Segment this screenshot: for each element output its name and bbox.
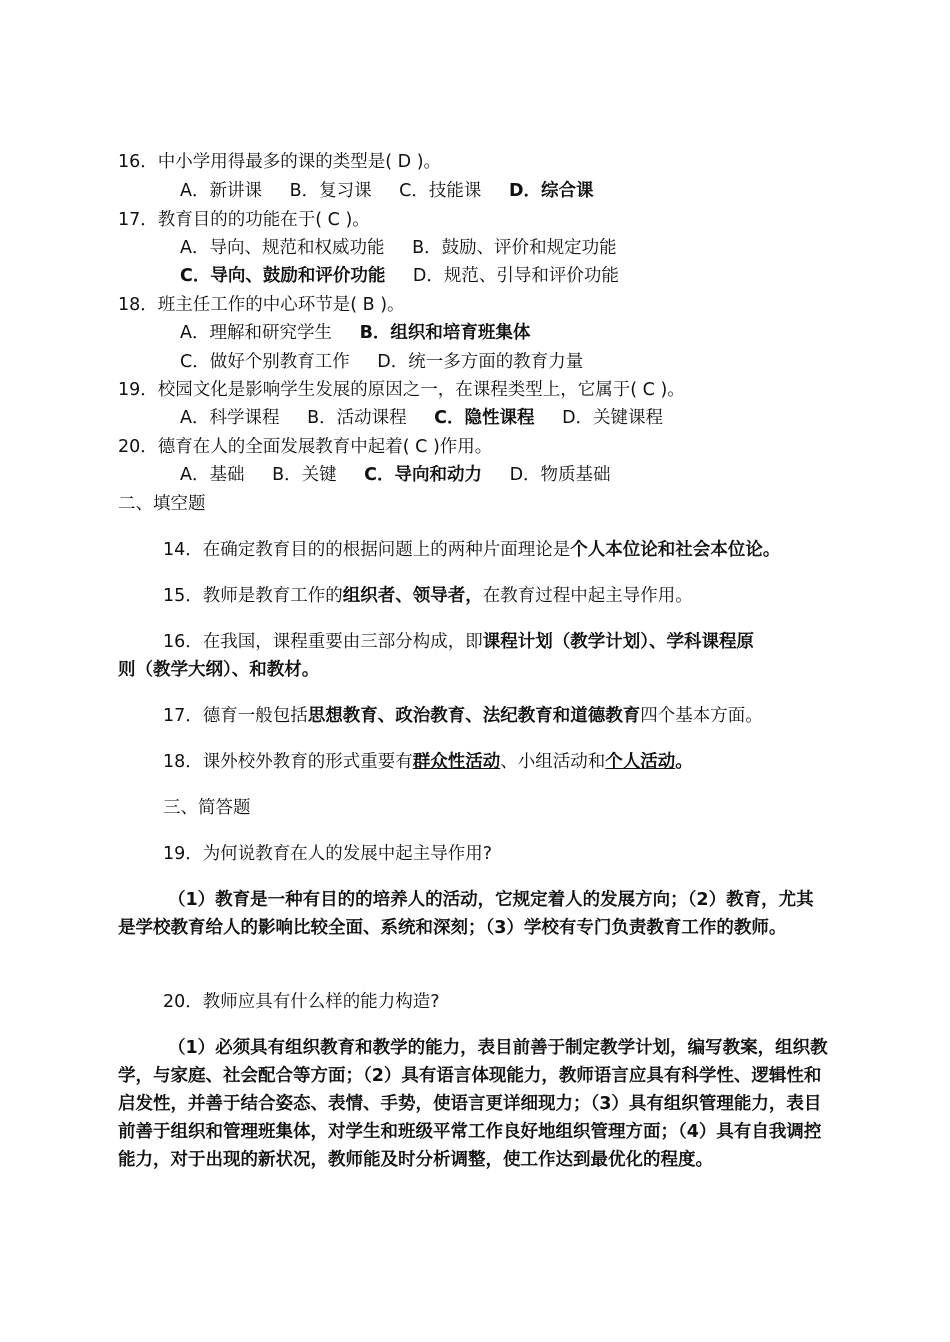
question-text: 16．在我国，课程重要由三部分构成，即 xyxy=(163,632,483,652)
question-text: 18．课外校外教育的形式重要有 xyxy=(163,752,413,772)
question-19: 19．校园文化是影响学生发展的原因之一，在课程类型上，它属于( C )。 xyxy=(118,380,685,400)
option-answer: B．组织和培育班集体 xyxy=(359,323,531,343)
question-20: 20．德育在人的全面发展教育中起着( C )作用。 xyxy=(118,437,493,457)
section-heading-short-answer: 三、简答题 xyxy=(163,798,251,818)
answer-text: 群众性活动 xyxy=(412,752,501,772)
option: A．导向、规范和权威功能 xyxy=(180,238,385,258)
option: A．新讲课 xyxy=(180,181,262,201)
question-17: 17．教育目的的功能在于( C )。 xyxy=(118,210,370,230)
question-text: 四个基本方面。 xyxy=(640,706,763,726)
option: A．科学课程 xyxy=(180,408,280,428)
option: A．理解和研究学生 xyxy=(180,323,332,343)
fill-blank-16-line2: 则（教学大纲）、和教材。 xyxy=(118,660,320,680)
section-heading-fill-blank: 二、填空题 xyxy=(118,494,206,514)
answer-text: 个人活动 xyxy=(605,752,676,772)
answer-text: 课程计划（教学计划）、学科课程原 xyxy=(482,632,755,652)
short-answer-question-19: 19．为何说教育在人的发展中起主导作用? xyxy=(163,844,493,864)
options-20 xyxy=(180,463,611,487)
question-text: 14．在确定教育目的的根据问题上的两种片面理论是 xyxy=(163,540,571,560)
question-text: 17．德育一般包括 xyxy=(163,706,308,726)
options-16 xyxy=(180,179,594,203)
option: B．活动课程 xyxy=(307,408,407,428)
question-16: 16．中小学用得最多的课的类型是( D )。 xyxy=(118,152,442,172)
option: C．技能课 xyxy=(399,181,482,201)
answer-text: 组织者、领导者， xyxy=(342,586,483,606)
question-text: 15．教师是教育工作的 xyxy=(163,586,343,606)
question-18: 18．班主任工作的中心环节是( B )。 xyxy=(118,295,405,315)
question-text: 在教育过程中起主导作用。 xyxy=(482,586,693,606)
short-answer-19: （1）教育是一种有目的的培养人的活动，它规定着人的发展方向；（2）教育，尤其是学校教育给人的影响比较全面、系统和深刻；（3）学校有专门负责教育工作的教师。 xyxy=(118,890,814,938)
short-answer-question-20: 20．教师应具有什么样的能力构造? xyxy=(163,992,440,1012)
option: D．统一多方面的教育力量 xyxy=(377,352,584,372)
option: B．鼓励、评价和规定功能 xyxy=(412,238,617,258)
fill-blank-15 xyxy=(163,584,693,608)
option-answer: C．隐性课程 xyxy=(434,408,535,428)
answer-text: 个人本位论和社会本位论。 xyxy=(570,540,781,560)
fill-blank-17 xyxy=(163,704,763,728)
option-answer: C．导向、鼓励和评价功能 xyxy=(180,266,386,286)
question-text: 、小组活动和 xyxy=(500,752,606,772)
option: D．物质基础 xyxy=(509,465,611,485)
option-answer: C．导向和动力 xyxy=(364,465,482,485)
options-19 xyxy=(180,406,663,430)
fill-blank-18 xyxy=(163,750,693,774)
option: D．规范、引导和评价功能 xyxy=(412,266,619,286)
options-17-row1 xyxy=(180,236,617,260)
option: A．基础 xyxy=(180,465,245,485)
option: B．复习课 xyxy=(289,181,372,201)
options-18-row2 xyxy=(180,350,583,374)
punctuation: 。 xyxy=(675,752,693,772)
answer-text: 思想教育、政治教育、法纪教育和道德教育 xyxy=(307,706,641,726)
option-answer: D．综合课 xyxy=(508,181,594,201)
option: B．关键 xyxy=(272,465,337,485)
options-17-row2 xyxy=(180,264,619,288)
option: D．关键课程 xyxy=(562,408,664,428)
options-18-row1 xyxy=(180,321,530,345)
fill-blank-14 xyxy=(163,538,780,562)
fill-blank-16-line1 xyxy=(163,630,754,654)
option: C．做好个别教育工作 xyxy=(180,352,350,372)
short-answer-20: （1）必须具有组织教育和教学的能力，表目前善于制定教学计划，编写教案，组织教学，与家庭、社会配合等方面；（2）具有语言体现能力，教师语言应具有科学性、逻辑性和启发性，并善于结合姿态、表情、手势，使语言更详细现力；（3）具有组织管理能力，表目前善于组织和管理班集体，对学生和班级平常工作良好地组织管理方面；（4）具有自我调控能力，对于出现的新状况，教师能及时分析调整，使工作达到最优化的程度。 xyxy=(118,1038,828,1170)
